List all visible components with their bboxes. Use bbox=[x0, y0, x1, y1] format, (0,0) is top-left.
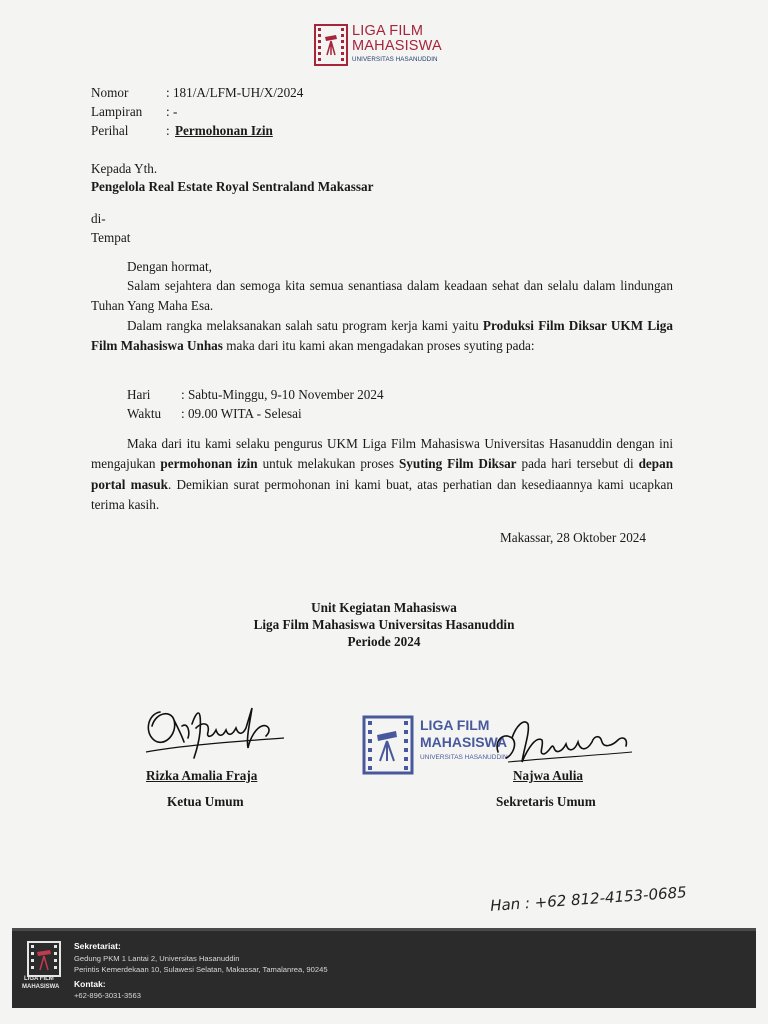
handwritten-phone-note: Han : +62 812-4153-0685 bbox=[489, 883, 688, 915]
paragraph-2-text-c: maka dari itu kami akan mengadakan proses syuting pada: bbox=[222, 338, 535, 354]
greeting: Dengan hormat, bbox=[127, 259, 212, 274]
org-line-3: Periode 2024 bbox=[347, 634, 421, 649]
perihal-label: Perihal bbox=[91, 123, 129, 138]
footer-logo-text-1: LIGA FILM bbox=[24, 976, 54, 982]
header-logo bbox=[314, 22, 474, 70]
signer-left-name: Rizka Amalia Fraja bbox=[146, 768, 258, 783]
paragraph-2-text-a: Dalam rangka melaksanakan salah satu program kerja kami yaitu bbox=[127, 318, 483, 333]
lampiran-label: Lampiran bbox=[91, 104, 143, 119]
film-strip-logo-icon bbox=[314, 24, 348, 66]
footer-kontak-label: Kontak: bbox=[74, 979, 106, 989]
waktu-label: Waktu bbox=[127, 406, 162, 421]
paragraph-3-text-g: . Demikian surat permohonan ini kami buat, atas perhatian dan kesediaannya kami ucapkan terima kasih. bbox=[91, 476, 673, 512]
recipient-name: Pengelola Real Estate Royal Sentraland Makassar bbox=[91, 179, 374, 194]
nomor-label: Nomor bbox=[91, 85, 129, 100]
footer-sekretariat-label: Sekretariat: bbox=[74, 941, 121, 951]
hari-value: : Sabtu-Minggu, 9-10 November 2024 bbox=[181, 387, 384, 402]
logo-line-3: UNIVERSITAS HASANUDDIN bbox=[352, 56, 438, 63]
footer-film-logo-icon bbox=[24, 940, 64, 1000]
footer-address-2: Perintis Kemerdekaan 10, Sulawesi Selatan, Makassar, Tamalanrea, 90245 bbox=[74, 965, 328, 974]
stamp-film-icon bbox=[362, 715, 414, 775]
paragraph-3-text-e: pada hari tersebut di bbox=[516, 456, 639, 472]
recipient-di: di- bbox=[91, 211, 106, 226]
date-place: Makassar, 28 Oktober 2024 bbox=[500, 530, 646, 545]
perihal-colon: : bbox=[166, 123, 170, 138]
footer-bar bbox=[12, 928, 756, 1008]
logo-line-2: MAHASISWA bbox=[352, 38, 442, 54]
footer-logo-text-2: MAHASISWA bbox=[22, 984, 60, 990]
org-line-2: Liga Film Mahasiswa Universitas Hasanuddin bbox=[253, 617, 515, 632]
stamp-line-3: UNIVERSITAS HASANUDDIN bbox=[420, 754, 508, 761]
paragraph-3-text-f: depan portal masuk bbox=[91, 456, 674, 492]
paragraph-3 bbox=[91, 434, 673, 515]
signature-sekretaris bbox=[488, 712, 638, 774]
hari-label: Hari bbox=[127, 387, 151, 402]
perihal-value: Permohonan Izin bbox=[175, 123, 273, 138]
footer-top-band bbox=[12, 928, 756, 931]
stamp-line-1: LIGA FILM bbox=[420, 717, 490, 733]
paragraph-1 bbox=[91, 276, 673, 317]
paragraph-3-text-a: Maka dari itu kami selaku pengurus UKM Liga Film Mahasiswa Universitas Hasanuddin dengan ini mengajukan bbox=[91, 436, 673, 472]
signature-ketua bbox=[138, 692, 288, 762]
footer-kontak-value: +62-896-3031-3563 bbox=[74, 991, 141, 1000]
signer-left-role: Ketua Umum bbox=[167, 794, 244, 809]
paragraph-2-text-b: Produksi Film Diksar UKM Liga Film Mahasiswa Unhas bbox=[91, 318, 673, 354]
lampiran-value: : - bbox=[166, 104, 178, 119]
waktu-value: : 09.00 WITA - Selesai bbox=[181, 406, 302, 421]
recipient-tempat: Tempat bbox=[91, 230, 131, 245]
paragraph-3-text-b: permohonan izin bbox=[160, 456, 258, 472]
org-line-1: Unit Kegiatan Mahasiswa bbox=[311, 600, 457, 615]
paragraph-1-text: Salam sejahtera dan semoga kita semua senantiasa dalam keadaan sehat dan selalu dalam lindungan Tuhan Yang Maha Esa. bbox=[91, 278, 673, 314]
stamp-line-2: MAHASISWA bbox=[420, 734, 508, 750]
signer-right-role: Sekretaris Umum bbox=[496, 794, 596, 809]
paragraph-3-text-c: untuk melakukan proses bbox=[257, 456, 399, 472]
recipient-salutation: Kepada Yth. bbox=[91, 161, 158, 176]
paragraph-3-text-d: Syuting Film Diksar bbox=[398, 456, 517, 472]
signer-right-name: Najwa Aulia bbox=[513, 768, 583, 783]
nomor-value: : 181/A/LFM-UH/X/2024 bbox=[166, 85, 304, 100]
paragraph-2 bbox=[91, 316, 673, 357]
logo-line-1: LIGA FILM bbox=[352, 23, 424, 39]
footer-address-1: Gedung PKM 1 Lantai 2, Universitas Hasanuddin bbox=[74, 954, 240, 963]
